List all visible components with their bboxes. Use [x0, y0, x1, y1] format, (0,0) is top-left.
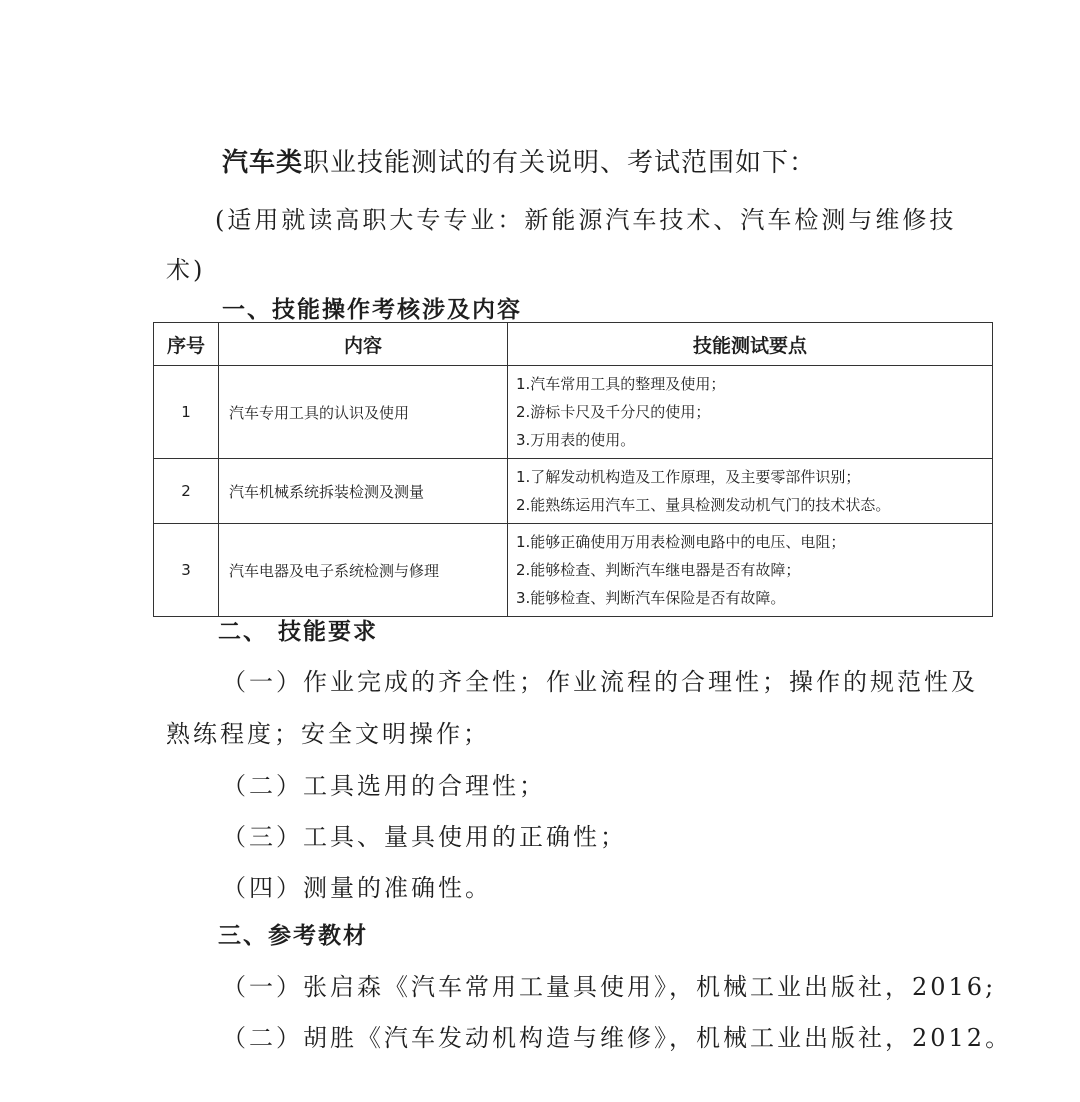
- section3-heading: 三、参考教材: [218, 923, 368, 949]
- point-item: 2.能够检查、判断汽车继电器是否有故障；: [516, 561, 801, 579]
- table-row: [154, 524, 993, 617]
- title-rest: 职业技能测试的有关说明、考试范围如下：: [303, 148, 817, 178]
- row-content: 汽车机械系统拆装检测及测量: [219, 459, 508, 524]
- reference-item: （一）张启森《汽车常用工量具使用》，机械工业出版社，2016;: [222, 973, 997, 1001]
- header-content: 内容: [219, 323, 508, 366]
- header-num: 序号: [154, 323, 219, 366]
- applicable-majors-line2: 术): [166, 256, 206, 284]
- requirement-item: （一）作业完成的齐全性；作业流程的合理性；操作的规范性及: [222, 668, 978, 696]
- table-header-row: [154, 323, 993, 366]
- row-points: [508, 459, 993, 524]
- row-points: [508, 524, 993, 617]
- row-content: 汽车专用工具的认识及使用: [219, 366, 508, 459]
- table-row: [154, 459, 993, 524]
- table-row: [154, 366, 993, 459]
- row-num: 3: [154, 524, 219, 617]
- row-num: 1: [154, 366, 219, 459]
- row-points: [508, 366, 993, 459]
- skills-table: [153, 322, 993, 617]
- page-title: [222, 142, 816, 179]
- row-num: 2: [154, 459, 219, 524]
- header-points: 技能测试要点: [508, 323, 993, 366]
- point-item: 1.汽车常用工具的整理及使用；: [516, 375, 726, 393]
- requirement-item: （三）工具、量具使用的正确性；: [222, 823, 627, 851]
- applicable-majors-line1: (适用就读高职大专专业：新能源汽车技术、汽车检测与维修技: [215, 206, 957, 234]
- reference-item: （二）胡胜《汽车发动机构造与维修》，机械工业出版社，2012。: [222, 1024, 1013, 1052]
- point-item: 3.万用表的使用。: [516, 431, 636, 449]
- section1-heading: 一、技能操作考核涉及内容: [222, 297, 522, 323]
- point-item: 1.了解发动机构造及工作原理，及主要零部件识别；: [516, 468, 861, 486]
- requirement-item: 熟练程度；安全文明操作；: [166, 720, 490, 748]
- point-item: 1.能够正确使用万用表检测电路中的电压、电阻；: [516, 533, 846, 551]
- point-item: 3.能够检查、判断汽车保险是否有故障。: [516, 589, 786, 607]
- point-item: 2.游标卡尺及千分尺的使用；: [516, 403, 711, 421]
- requirement-item: （二）工具选用的合理性；: [222, 772, 546, 800]
- point-item: 2.能熟练运用汽车工、量具检测发动机气门的技术状态。: [516, 496, 891, 514]
- title-bold: 汽车类: [222, 148, 304, 178]
- row-content: 汽车电器及电子系统检测与修理: [219, 524, 508, 617]
- requirement-item: （四）测量的准确性。: [222, 874, 492, 902]
- section2-heading: 二、 技能要求: [218, 619, 379, 645]
